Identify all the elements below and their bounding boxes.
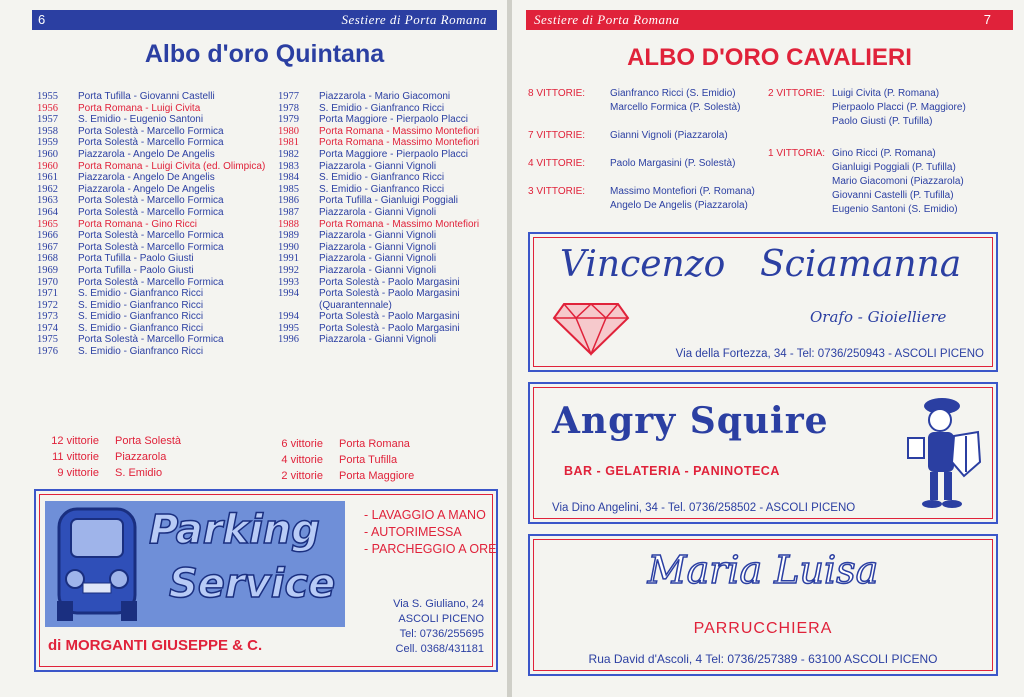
winner-year: 1973	[37, 311, 58, 323]
winner-year: 1991	[278, 253, 299, 265]
winner-year: 1986	[278, 195, 299, 207]
winner-year: 1975	[37, 334, 58, 346]
winner-name: S. Emidio - Gianfranco Ricci	[78, 346, 204, 358]
winner-name: Porta Solestà - Paolo Margasini	[319, 288, 460, 300]
winner-name: Piazzarola - Gianni Vignoli	[319, 160, 437, 172]
winner-year: 1994	[278, 311, 299, 323]
winner-name: Porta Solestà - Marcello Formica	[78, 125, 224, 137]
winners-list-1955-1976	[37, 91, 265, 358]
car-front-icon	[45, 501, 345, 627]
winner-name: Porta Maggiore - Pierpaolo Placci	[319, 114, 468, 126]
cavalieri-list-right	[768, 87, 1018, 227]
totals-list-2	[264, 436, 414, 484]
totals-count: 4 vittorie	[281, 454, 323, 466]
winner-name: Piazzarola - Gianni Vignoli	[319, 253, 437, 265]
cavalieri-name: Gianluigi Poggiali (P. Tufilla)	[832, 162, 956, 173]
winner-name: Porta Solestà - Paolo Margasini	[319, 322, 460, 334]
winner-year: 1996	[278, 334, 299, 346]
winner-row	[278, 230, 479, 242]
right-page	[512, 0, 1024, 697]
winner-year: 1960	[37, 160, 58, 172]
winner-row	[37, 184, 265, 196]
parking-logo-line2: Service	[169, 561, 336, 607]
ad-angry-squire	[528, 382, 998, 524]
cavalieri-victories-label: 7 VITTORIE:	[528, 130, 586, 141]
winner-year: 1966	[37, 230, 58, 242]
winner-name: Porta Solestà - Marcello Formica	[78, 206, 224, 218]
winner-year: 1992	[278, 264, 299, 276]
winner-row	[37, 103, 265, 115]
winner-row	[37, 91, 265, 103]
totals-row	[40, 465, 181, 481]
winner-row	[278, 288, 479, 300]
parking-services-list	[364, 507, 496, 558]
winner-row	[37, 195, 265, 207]
winner-row	[37, 311, 265, 323]
cavalieri-victories-label: 4 VITTORIE:	[528, 158, 586, 169]
totals-count: 9 vittorie	[57, 467, 99, 479]
winner-year: 1979	[278, 114, 299, 126]
winner-row	[37, 346, 265, 358]
cavalieri-name: Eugenio Santoni (S. Emidio)	[832, 204, 958, 215]
totals-count: 12 vittorie	[51, 435, 99, 447]
winner-row	[278, 265, 479, 277]
winner-name: S. Emidio - Gianfranco Ricci	[319, 102, 445, 114]
winner-year: 1985	[278, 183, 299, 195]
winner-year: 1980	[278, 125, 299, 137]
winner-row	[278, 242, 479, 254]
winner-name: S. Emidio - Gianfranco Ricci	[319, 183, 445, 195]
angry-squire-name: Angry Squire	[552, 400, 829, 442]
winner-row	[37, 277, 265, 289]
header-text: Sestiere di Porta Romana	[534, 12, 680, 27]
page-header-bar	[526, 10, 1013, 30]
winner-name: Porta Maggiore - Pierpaolo Placci	[319, 148, 468, 160]
winner-year: 1965	[37, 218, 58, 230]
parking-address	[393, 597, 484, 657]
totals-team: Porta Maggiore	[339, 470, 415, 482]
winner-name: Porta Solestà - Marcello Formica	[78, 137, 224, 149]
maria-luisa-logo: Maria Luisa	[647, 548, 879, 592]
totals-count: 2 vittorie	[281, 470, 323, 482]
winner-row	[37, 137, 265, 149]
sciamanna-name1: Vincenzo	[560, 244, 726, 285]
winner-name: S. Emidio - Gianfranco Ricci	[78, 288, 204, 300]
winner-row	[37, 230, 265, 242]
page-title: Albo d'oro Quintana	[144, 40, 385, 68]
parking-logo-panel	[45, 501, 345, 627]
winner-name: Piazzarola - Gianni Vignoli	[319, 264, 437, 276]
page-title: ALBO D'ORO CAVALIERI	[627, 44, 912, 71]
winner-row	[278, 126, 479, 138]
page-number: 6	[38, 12, 46, 27]
winner-name: Porta Tufilla - Paolo Giusti	[78, 253, 194, 265]
winner-row	[37, 114, 265, 126]
sciamanna-name2: Sciamanna	[760, 244, 962, 285]
winner-row	[278, 207, 479, 219]
cavalieri-victories-label: 8 VITTORIE:	[528, 88, 586, 99]
winner-row	[278, 300, 479, 312]
winner-name: Piazzarola - Gianni Vignoli	[319, 206, 437, 218]
winner-row	[278, 137, 479, 149]
cavalieri-victories-label: 2 VITTORIE:	[768, 88, 826, 99]
totals-row	[264, 436, 414, 452]
angry-squire-tagline: BAR - GELATERIA - PANINOTECA	[564, 464, 780, 478]
winner-year: 1989	[278, 230, 299, 242]
cavalieri-name: Luigi Civita (P. Romana)	[832, 88, 940, 99]
winner-year: 1961	[37, 172, 58, 184]
winner-row	[37, 149, 265, 161]
winner-year: 1967	[37, 241, 58, 253]
winner-name: Porta Solestà - Paolo Margasini	[319, 276, 460, 288]
ad-sciamanna	[528, 232, 998, 372]
cavalieri-name: Massimo Montefiori (P. Romana)	[610, 186, 755, 197]
winner-year: 1982	[278, 148, 299, 160]
cavalieri-name: Gianfranco Ricci (S. Emidio)	[610, 88, 736, 99]
winner-name: Porta Romana - Luigi Civita (ed. Olimpica)	[78, 160, 266, 172]
totals-team: Porta Solestà	[115, 435, 182, 447]
winner-name: Porta Romana - Massimo Montefiori	[319, 137, 480, 149]
winner-name: Porta Tufilla - Paolo Giusti	[78, 264, 194, 276]
winner-year: 1994	[278, 288, 299, 300]
winner-name: Piazzarola - Angelo De Angelis	[78, 183, 215, 195]
winner-name: Porta Tufilla - Gianluigi Poggiali	[319, 195, 458, 207]
winner-row	[278, 253, 479, 265]
winner-row	[37, 219, 265, 231]
totals-row	[264, 452, 414, 468]
angry-squire-address: Via Dino Angelini, 34 - Tel. 0736/258502 - ASCOLI PICENO	[552, 502, 856, 514]
winner-year: 1977	[278, 91, 299, 102]
winners-list-1977-1996	[278, 91, 479, 346]
winner-year: 1981	[278, 137, 299, 149]
cavalieri-name: Angelo De Angelis (Piazzarola)	[610, 200, 748, 211]
winner-name: Porta Romana - Gino Ricci	[78, 218, 197, 230]
winner-year: 1968	[37, 253, 58, 265]
totals-team: Porta Romana	[339, 438, 410, 450]
winner-year: 1969	[37, 264, 58, 276]
winner-row	[37, 161, 265, 173]
totals-row	[40, 449, 181, 465]
winner-year: 1970	[37, 276, 58, 288]
winner-name: Porta Solestà - Marcello Formica	[78, 195, 224, 207]
winner-year: 1971	[37, 288, 58, 300]
winner-row	[278, 103, 479, 115]
sciamanna-subtitle: Orafo - Gioielliere	[810, 308, 947, 326]
winner-row	[37, 288, 265, 300]
winner-year: 1984	[278, 172, 299, 184]
maria-luisa-address: Rua David d'Ascoli, 4 Tel: 0736/257389 - 63100 ASCOLI PICENO	[588, 652, 938, 666]
cavalieri-name: Gianni Vignoli (Piazzarola)	[610, 130, 728, 141]
winner-name: S. Emidio - Gianfranco Ricci	[319, 172, 445, 184]
totals-row	[40, 433, 181, 449]
winner-year: 1983	[278, 160, 299, 172]
cavalieri-name: Marcello Formica (P. Solestà)	[610, 102, 741, 113]
winner-name: (Quarantennale)	[319, 299, 392, 311]
winner-name: Porta Solestà - Marcello Formica	[78, 334, 224, 346]
parking-address-line: Cell. 0368/431181	[395, 643, 484, 655]
page-header-bar	[32, 10, 497, 30]
winner-row	[278, 149, 479, 161]
parking-service-item: - PARCHEGGIO A ORE	[364, 542, 497, 556]
winner-row	[278, 184, 479, 196]
winner-name: Porta Solestà - Marcello Formica	[78, 230, 224, 242]
parking-service-item: - LAVAGGIO A MANO	[364, 508, 486, 522]
winner-row	[278, 195, 479, 207]
winner-name: Porta Romana - Luigi Civita	[78, 102, 201, 114]
winner-row	[37, 334, 265, 346]
winner-row	[278, 277, 479, 289]
winner-row	[37, 207, 265, 219]
parking-address-line: ASCOLI PICENO	[398, 613, 484, 625]
winner-year: 1978	[278, 102, 299, 114]
winner-row	[278, 323, 479, 335]
winner-year: 1988	[278, 218, 299, 230]
cavalieri-name: Mario Giacomoni (Piazzarola)	[832, 176, 964, 187]
winner-year: 1974	[37, 322, 58, 334]
cavalieri-name: Gino Ricci (P. Romana)	[832, 148, 936, 159]
winner-year: 1956	[37, 102, 58, 114]
winner-row	[278, 114, 479, 126]
winner-year: 1995	[278, 322, 299, 334]
winner-row	[37, 265, 265, 277]
cavalieri-victories-label: 3 VITTORIE:	[528, 186, 586, 197]
parking-address-line: Tel: 0736/255695	[399, 628, 484, 640]
winner-year: 1959	[37, 137, 58, 149]
winner-name: Porta Romana - Massimo Montefiori	[319, 125, 480, 137]
winner-year: 1958	[37, 125, 58, 137]
winner-name: Piazzarola - Mario Giacomoni	[319, 91, 451, 102]
cavalieri-name: Paolo Margasini (P. Solestà)	[610, 158, 736, 169]
maria-luisa-tagline: PARRUCCHIERA	[693, 620, 833, 637]
winner-year: 1963	[37, 195, 58, 207]
totals-team: Piazzarola	[115, 451, 167, 463]
winner-row	[37, 323, 265, 335]
cavalieri-name: Giovanni Castelli (P. Tufilla)	[832, 190, 954, 201]
winner-name: Piazzarola - Gianni Vignoli	[319, 230, 437, 242]
winner-year: 1962	[37, 183, 58, 195]
winner-year: 1960	[37, 148, 58, 160]
winner-row	[37, 126, 265, 138]
winner-name: S. Emidio - Gianfranco Ricci	[78, 322, 204, 334]
page-number: 7	[983, 12, 991, 27]
parking-service-item: - AUTORIMESSA	[364, 525, 462, 539]
totals-row	[264, 468, 414, 484]
cavalieri-name: Pierpaolo Placci (P. Maggiore)	[832, 102, 966, 113]
ad-maria-luisa	[528, 534, 998, 676]
winner-name: Porta Solestà - Paolo Margasini	[319, 311, 460, 323]
winner-name: Piazzarola - Angelo De Angelis	[78, 172, 215, 184]
winner-row	[278, 311, 479, 323]
winner-name: Piazzarola - Gianni Vignoli	[319, 334, 437, 346]
winner-name: S. Emidio - Eugenio Santoni	[78, 114, 204, 126]
winner-name: S. Emidio - Gianfranco Ricci	[78, 311, 204, 323]
totals-count: 6 vittorie	[281, 438, 323, 450]
winner-year: 1976	[37, 346, 58, 358]
winner-name: Porta Solestà - Marcello Formica	[78, 241, 224, 253]
totals-team: S. Emidio	[115, 467, 163, 479]
totals-team: Porta Tufilla	[339, 454, 398, 466]
winner-year: 1957	[37, 114, 58, 126]
winner-name: Piazzarola - Angelo De Angelis	[78, 148, 215, 160]
winner-name: S. Emidio - Gianfranco Ricci	[78, 299, 204, 311]
winner-year	[278, 300, 319, 312]
winner-row	[278, 219, 479, 231]
winner-year: 1987	[278, 206, 299, 218]
parking-logo-line1: Parking	[149, 507, 320, 553]
winner-year: 1993	[278, 276, 299, 288]
totals-count: 11 vittorie	[52, 451, 99, 463]
cavalieri-name: Paolo Giusti (P. Tufilla)	[832, 116, 933, 127]
parking-owner: di MORGANTI GIUSEPPE & C.	[48, 637, 263, 654]
sciamanna-address: Via della Fortezza, 34 - Tel: 0736/250943 - ASCOLI PICENO	[675, 348, 984, 360]
winner-row	[278, 334, 479, 346]
winner-row	[37, 172, 265, 184]
winner-row	[278, 91, 479, 103]
winner-name: Porta Solestà - Marcello Formica	[78, 276, 224, 288]
ad-parking-service	[34, 489, 498, 672]
winner-name: Porta Romana - Massimo Montefiori	[319, 218, 480, 230]
winner-row	[278, 161, 479, 173]
diamond-icon	[552, 300, 630, 356]
cavalieri-victories-label: 1 VITTORIA:	[768, 148, 826, 159]
winner-year: 1955	[37, 91, 58, 102]
winner-year: 1972	[37, 299, 58, 311]
left-page	[0, 0, 507, 697]
winner-row	[278, 172, 479, 184]
winner-name: Porta Tufilla - Giovanni Castelli	[78, 91, 215, 102]
totals-list-1	[40, 433, 181, 481]
parking-address-line: Via S. Giuliano, 24	[393, 598, 484, 610]
cavalieri-list-left	[528, 87, 768, 227]
squire-figure-icon	[902, 392, 986, 514]
header-text: Sestiere di Porta Romana	[341, 12, 487, 27]
winner-year: 1990	[278, 241, 299, 253]
winner-row	[37, 253, 265, 265]
winner-year: 1964	[37, 206, 58, 218]
winner-row	[37, 242, 265, 254]
winner-name: Piazzarola - Gianni Vignoli	[319, 241, 437, 253]
winner-row	[37, 300, 265, 312]
